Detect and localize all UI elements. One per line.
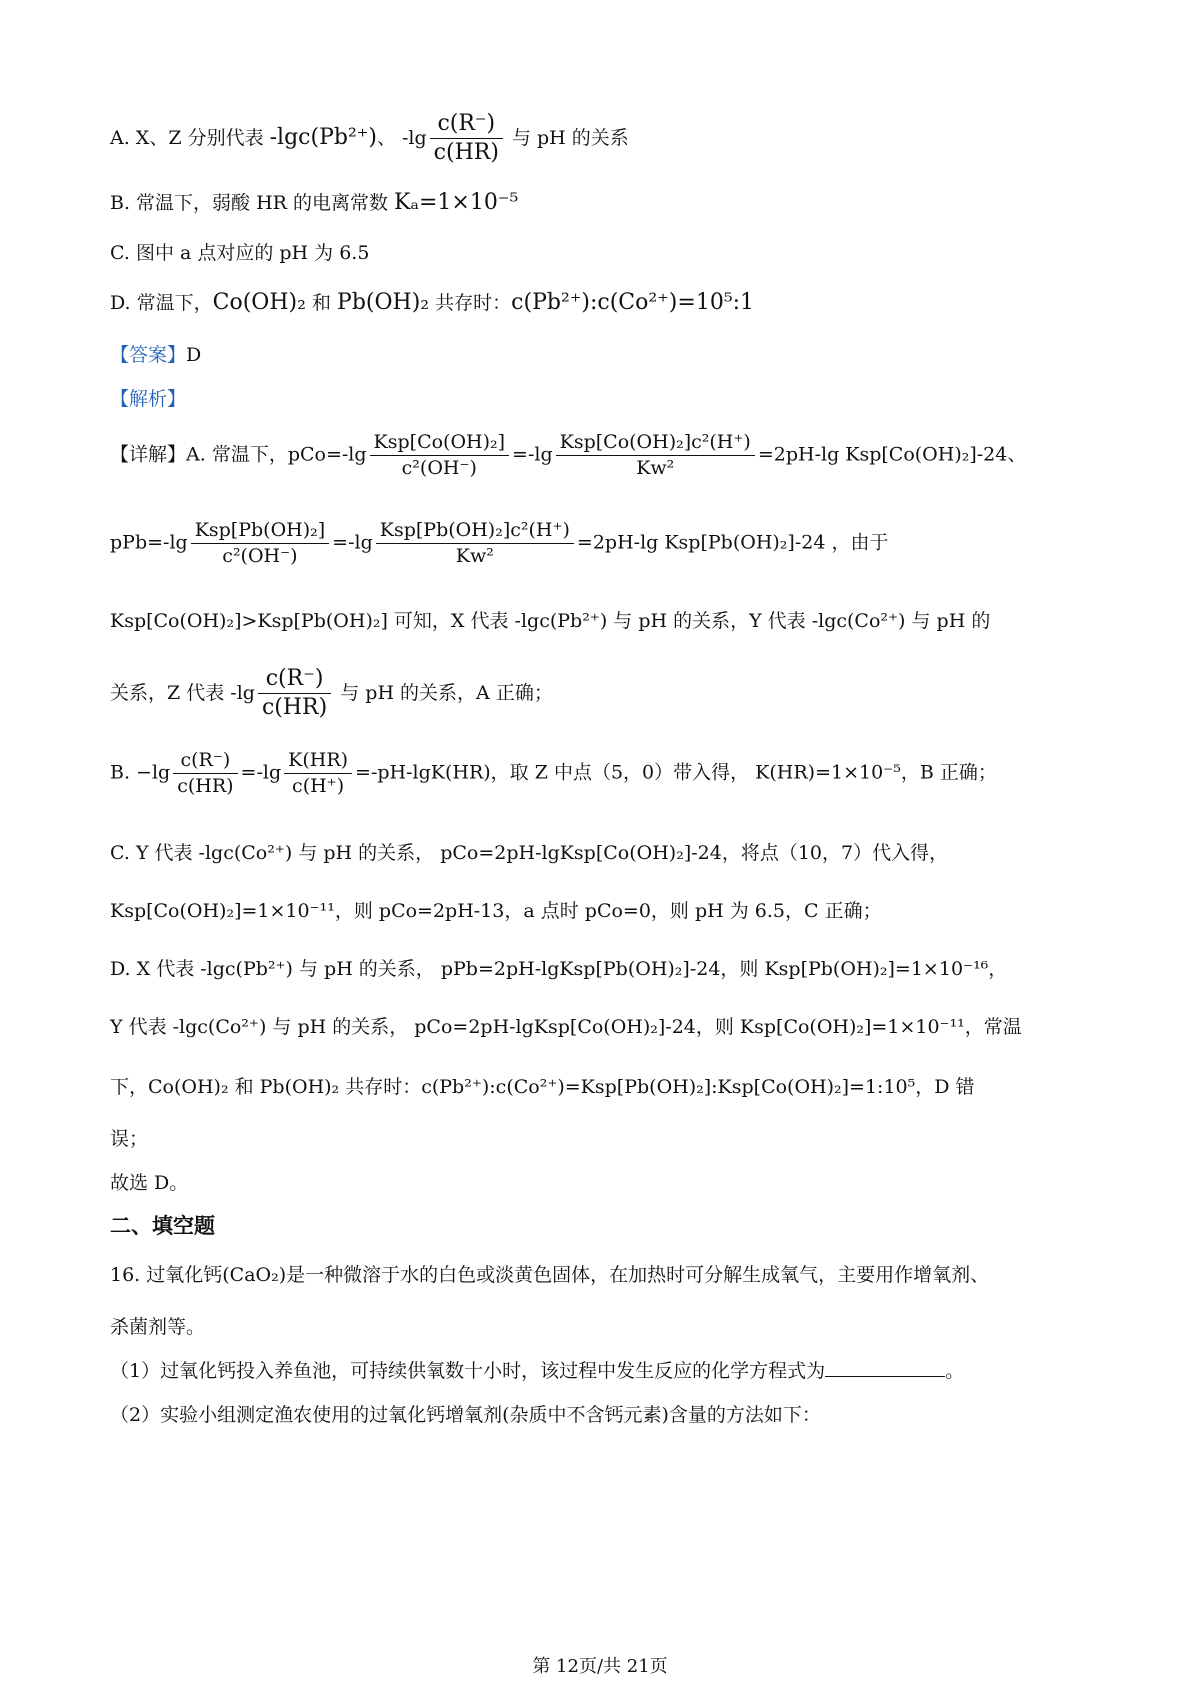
option-d-prefix: D. 常温下， [110, 292, 213, 314]
detail-line-2 [110, 518, 1100, 569]
fraction-denominator: Kw² [636, 456, 675, 479]
option-a-prefix: A. X、Z 分别代表 [110, 126, 270, 149]
option-a [110, 110, 1100, 168]
fraction-numerator: c(R⁻) [173, 748, 237, 774]
detail-l1-fraction-2 [556, 430, 755, 481]
analysis-label: 【解析】 [110, 388, 187, 410]
option-a-sep: 、 -lg [376, 126, 427, 149]
option-b-prefix: B. 常温下，弱酸 HR 的电离常数 [110, 192, 395, 214]
fraction-denominator: c²(OH⁻) [401, 456, 477, 479]
fraction-denominator: c²(OH⁻) [222, 544, 298, 567]
option-d-mid: 和 [305, 292, 338, 314]
section-title: 二、填空题 [110, 1214, 215, 1238]
q16-part-1-text: （1）过氧化钙投入养鱼池，可持续供氧数十小时，该过程中发生反应的化学方程式为 [110, 1360, 826, 1382]
detail-l5-fraction-1 [173, 748, 237, 799]
detail-line-7: Ksp[Co(OH)₂]=1×10⁻¹¹，则 pCo=2pH-13，a 点时 pCo=0，则 pH 为 6.5，C 正确； [110, 900, 882, 922]
detail-l4-fraction [258, 665, 331, 723]
q16-part-2: （2）实验小组测定渔农使用的过氧化钙增氧剂(杂质中不含钙元素)含量的方法如下： [110, 1404, 821, 1426]
fraction-numerator: Ksp[Pb(OH)₂]c²(H⁺) [376, 518, 574, 544]
answer-label: 【答案】 [110, 344, 187, 366]
fraction-numerator: c(R⁻) [258, 665, 331, 694]
detail-l1-fraction-1 [370, 430, 510, 481]
fraction-numerator: Ksp[Pb(OH)₂] [191, 518, 329, 544]
fraction-numerator: K(HR) [284, 748, 352, 774]
q16-line-2: 杀菌剂等。 [110, 1316, 206, 1338]
fraction-denominator: c(HR) [433, 140, 499, 166]
option-b [110, 190, 1100, 216]
detail-l1-c: =2pH-lg Ksp[Co(OH)₂]-24、 [757, 443, 1027, 466]
detail-line-9: Y 代表 -lgc(Co²⁺) 与 pH 的关系， pCo=2pH-lgKsp[Co(OH)₂]-24，则 Ksp[Co(OH)₂]=1×10⁻¹¹，常温 [110, 1016, 1022, 1038]
option-d-tail: 共存时： [429, 292, 512, 314]
detail-line-1 [110, 430, 1100, 481]
fraction-denominator: c(HR) [177, 774, 234, 797]
option-d-formula1: Co(OH)₂ [212, 290, 306, 315]
detail-l2-b: =-lg [332, 531, 373, 554]
fraction-numerator: Ksp[Co(OH)₂]c²(H⁺) [556, 430, 755, 456]
option-d-ratio: c(Pb²⁺):c(Co²⁺)=10⁵:1 [511, 290, 755, 315]
detail-l2-fraction-1 [191, 518, 329, 569]
detail-l1-b: =-lg [512, 443, 553, 466]
detail-line-4 [110, 665, 1100, 723]
detail-line-11: 误； [110, 1128, 149, 1150]
fraction-denominator: c(H⁺) [292, 774, 345, 797]
answer-blank[interactable] [825, 1376, 945, 1377]
answer-value: D [186, 344, 202, 366]
fraction-denominator: c(HR) [261, 695, 328, 721]
detail-line-8: D. X 代表 -lgc(Pb²⁺) 与 pH 的关系， pPb=2pH-lgKsp[Pb(OH)₂]-24，则 Ksp[Pb(OH)₂]=1×10⁻¹⁶， [110, 958, 1008, 980]
option-b-value: Kₐ=1×10⁻⁵ [394, 190, 519, 215]
detail-l4-a: 关系，Z 代表 -lg [110, 681, 255, 704]
detail-line-10: 下，Co(OH)₂ 和 Pb(OH)₂ 共存时：c(Pb²⁺):c(Co²⁺)=Ksp[Pb(OH)₂]:Ksp[Co(OH)₂]=1:10⁵，D 错 [110, 1076, 975, 1098]
fraction-numerator: Ksp[Co(OH)₂] [370, 430, 510, 456]
option-a-term: -lgc(Pb²⁺) [269, 124, 377, 150]
q16-line-1: 16. 过氧化钙(CaO₂)是一种微溶于水的白色或淡黄色固体，在加热时可分解生成氧气，主要用作增氧剂、 [110, 1264, 990, 1286]
detail-line-12: 故选 D。 [110, 1172, 189, 1194]
q16-part-1-end: 。 [945, 1360, 965, 1382]
answer-line [110, 344, 1100, 367]
detail-line-6: C. Y 代表 -lgc(Co²⁺) 与 pH 的关系， pCo=2pH-lgKsp[Co(OH)₂]-24，将点（10，7）代入得， [110, 842, 949, 864]
option-d [110, 290, 1100, 316]
detail-l5-b: =-lg [240, 761, 282, 784]
option-d-formula2: Pb(OH)₂ [337, 290, 430, 315]
detail-l1-a: A. 常温下，pCo=-lg [186, 443, 367, 466]
detail-l5-a: B. −lg [110, 761, 171, 784]
fraction-numerator: c(R⁻) [430, 110, 503, 139]
detail-line-3: Ksp[Co(OH)₂]>Ksp[Pb(OH)₂] 可知，X 代表 -lgc(Pb²⁺) 与 pH 的关系，Y 代表 -lgc(Co²⁺) 与 pH 的 [110, 610, 991, 632]
q16-part-1 [110, 1360, 1100, 1383]
page-footer: 第 12页/共 21页 [532, 1656, 668, 1677]
detail-l2-a: pPb=-lg [110, 531, 188, 554]
detail-line-5 [110, 748, 1100, 799]
detail-l5-c: =-pH-lgK(HR)，取 Z 中点（5，0）带入得， K(HR)=1×10⁻⁵，B 正确； [355, 761, 997, 784]
detail-l5-fraction-2 [284, 748, 352, 799]
detail-label: 【详解】 [110, 443, 187, 466]
detail-l4-b: 与 pH 的关系，A 正确； [334, 681, 553, 704]
detail-l2-fraction-2 [376, 518, 574, 569]
option-c: C. 图中 a 点对应的 pH 为 6.5 [110, 242, 370, 264]
option-a-fraction [430, 110, 503, 168]
option-a-suffix: 与 pH 的关系 [505, 126, 629, 149]
detail-l2-c: =2pH-lg Ksp[Pb(OH)₂]-24 ，由于 [576, 531, 889, 554]
fraction-denominator: Kw² [455, 544, 494, 567]
